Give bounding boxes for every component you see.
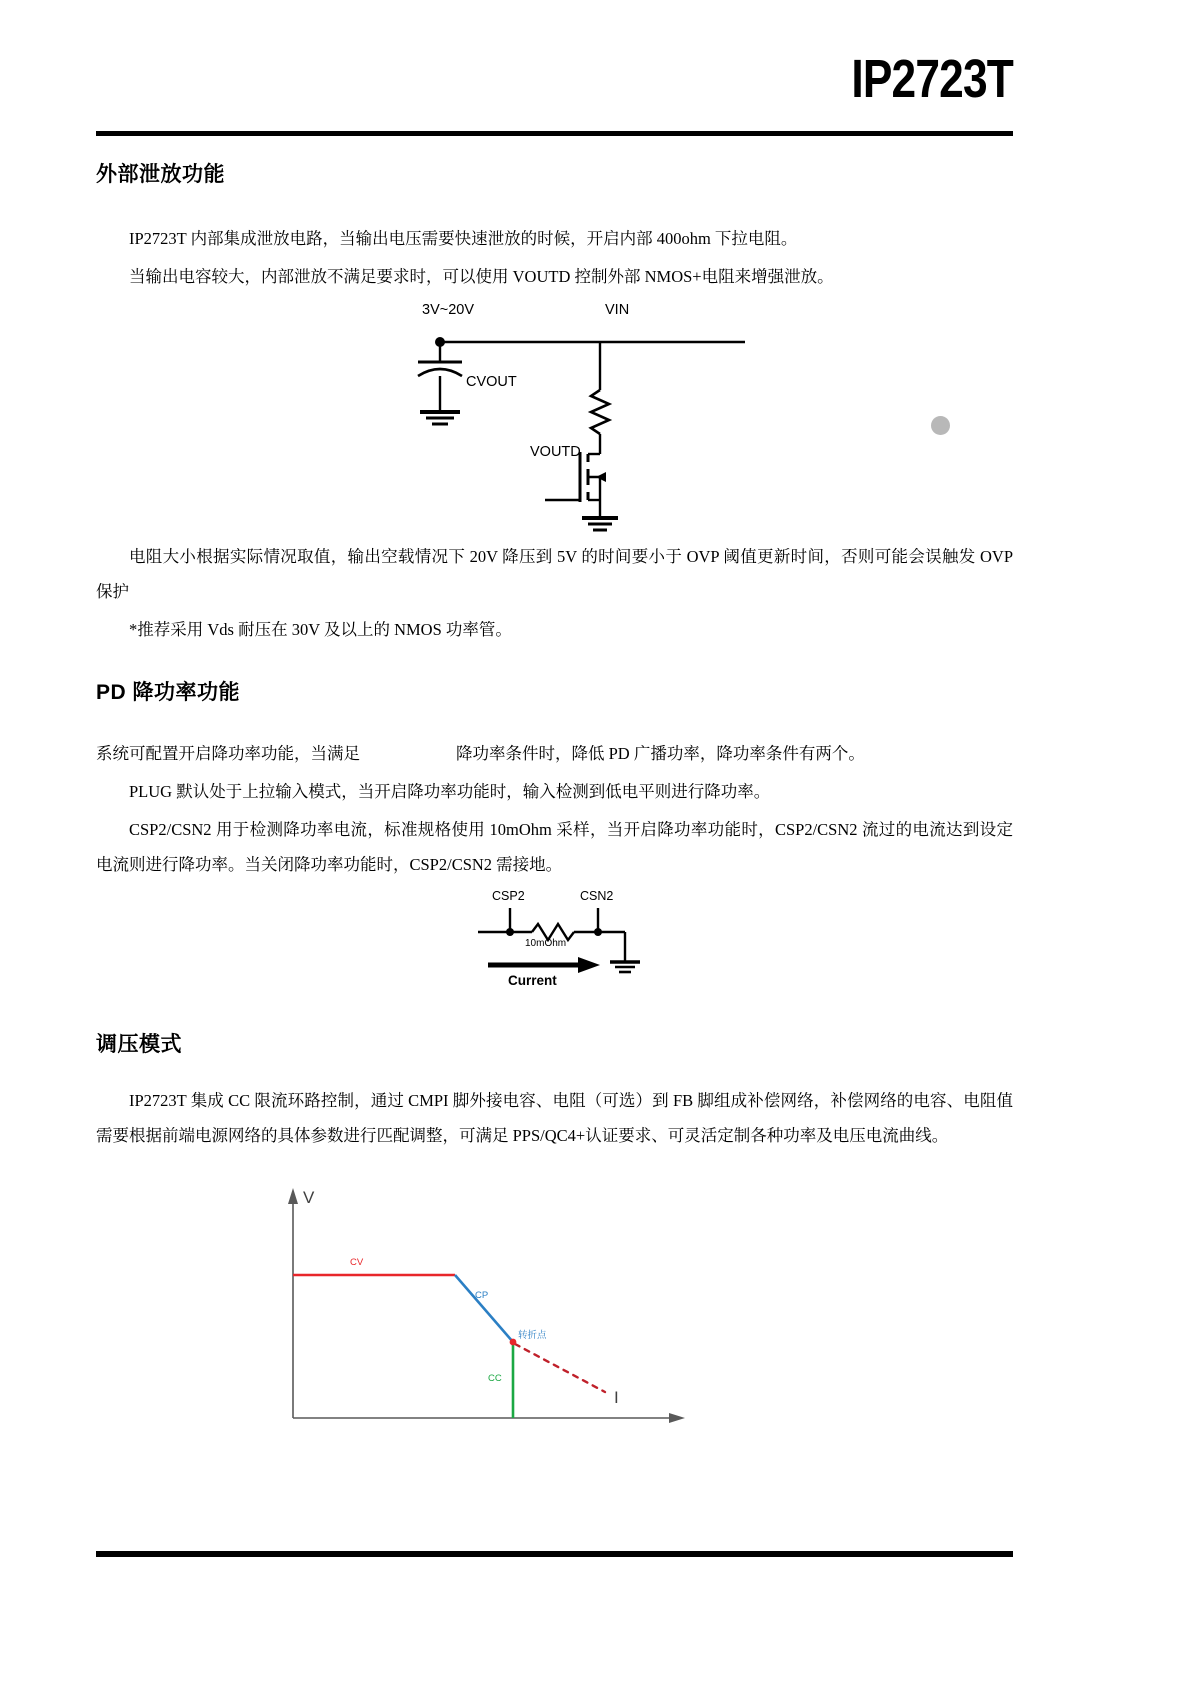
paragraph-discharge-4: *推荐采用 Vds 耐压在 30V 及以上的 NMOS 功率管。 <box>129 620 512 639</box>
label-cvout: CVOUT <box>466 374 517 390</box>
paragraph-regulation-1: IP2723T 集成 CC 限流环路控制，通过 CMPI 脚外接电容、电阻（可选）到 FB 脚组成补偿网络，补偿网络的电容、电阻值需要根据前端电源网络的具体参数进行匹配调整，可满足 PPS/QC4+认证要求、可灵活定制各种功率及电压电流曲线。 <box>96 1091 1013 1145</box>
external-discharge-circuit-diagram <box>400 302 760 536</box>
axis-label-voltage: V <box>303 1188 315 1207</box>
label-voutd: VOUTD <box>530 444 581 460</box>
series-label-cc: CC <box>488 1373 502 1384</box>
paragraph-derating-1b: 降功率条件时，降低 PD 广播功率，降功率条件有两个。 <box>456 744 865 763</box>
paragraph-derating-2: PLUG 默认处于上拉输入模式，当开启降功率功能时，输入检测到低电平则进行降功率。 <box>129 782 771 801</box>
footer-divider <box>96 1551 1013 1557</box>
paragraph-derating-1 <box>96 736 1013 771</box>
paragraph-derating-3: CSP2/CSN2 用于检测降功率电流，标准规格使用 10mOhm 采样，当开启降功率功能时，CSP2/CSN2 流过的电流达到设定电流则进行降功率。当关闭降功率功能时，CSP2/CSN2 需接地。 <box>96 820 1013 874</box>
heading-pd-power-derating: PD 降功率功能 <box>96 681 241 704</box>
series-label-cv: CV <box>350 1257 364 1268</box>
paragraph-discharge-1: IP2723T 内部集成泄放电路，当输出电压需要快速泄放的时候，开启内部 400ohm 下拉电阻。 <box>129 229 798 248</box>
axis-label-current: I <box>614 1388 619 1407</box>
heading-voltage-regulation-mode: 调压模式 <box>96 1033 182 1056</box>
page-title: IP2723T <box>851 49 1013 109</box>
paragraph-discharge-3: 电阻大小根据实际情况取值，输出空载情况下 20V 降压到 5V 的时间要小于 OVP 阈值更新时间，否则可能会误触发 OVP 保护 <box>96 547 1013 601</box>
header-divider <box>96 131 1013 136</box>
label-current: Current <box>508 973 557 988</box>
label-vin: VIN <box>605 302 630 318</box>
label-supply-range: 3V~20V <box>422 302 475 318</box>
heading-external-discharge: 外部泄放功能 <box>96 163 225 186</box>
annotation-turning-point: 转折点 <box>518 1331 547 1341</box>
series-label-cp: CP <box>475 1290 489 1301</box>
label-csn2: CSN2 <box>580 889 614 903</box>
vi-curve-chart <box>275 1180 695 1430</box>
label-csp2: CSP2 <box>492 889 525 903</box>
paragraph-discharge-2: 当输出电容较大，内部泄放不满足要求时，可以使用 VOUTD 控制外部 NMOS+电阻来增强泄放。 <box>129 267 834 286</box>
vi-curve-svg <box>275 1180 695 1430</box>
paragraph-derating-1a: 系统可配置开启降功率功能，当满足 <box>96 744 360 763</box>
current-sense-circuit-diagram <box>470 890 660 990</box>
discharge-circuit-svg <box>400 306 760 536</box>
page-artifact-dot <box>931 416 950 435</box>
label-shunt-resistor: 10mOhm <box>525 938 567 949</box>
